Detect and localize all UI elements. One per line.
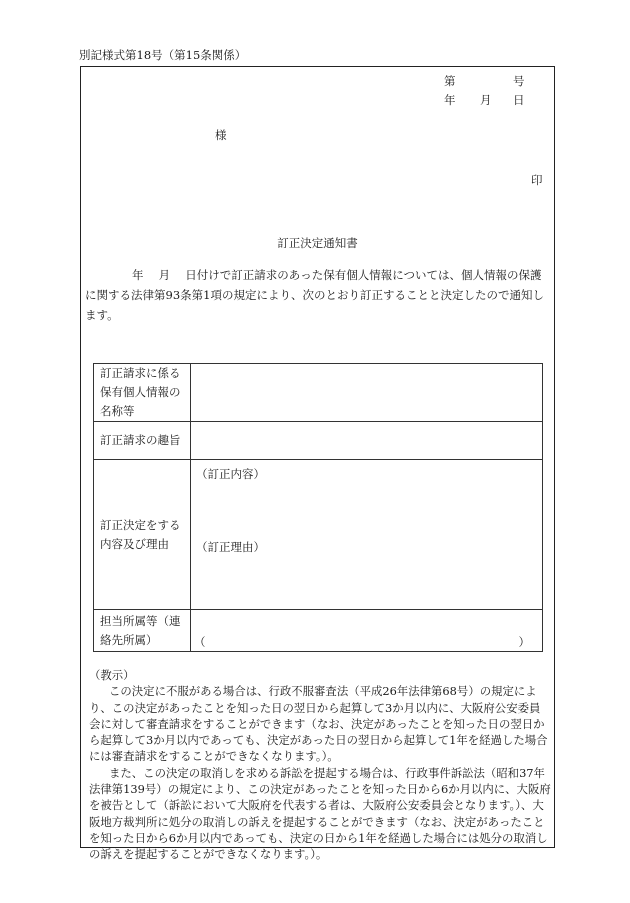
intro-paragraph: 年 月 日付けで訂正請求のあった保有個人情報については、個人情報の保護に関する法律第93条第1項の規定により、次のとおり訂正することと決定したので通知します。 <box>85 268 544 322</box>
form-caption: 別記様式第18号（第15条関係） <box>79 48 247 62</box>
decision-content-label: 訂正決定をする内容及び理由 <box>94 460 191 610</box>
notes-heading: （教示） <box>89 668 135 682</box>
instruction-notes <box>89 667 551 863</box>
decision-table <box>93 363 543 652</box>
decision-content-cell <box>191 460 543 610</box>
appeal-instruction: この決定に不服がある場合は、行政不服審査法（平成26年法律第68号）の規定により、この決定があったことを知った日の翌日から起算して3か月以内に、大阪府公安委員会に対して審査請求をすることができます（なお、決定があったことを知った日の翌日から起算して3か月以内であっても、決定があった日の翌日から起算して1年を経過した場合には審査請求をすることができなくなります。）。 <box>89 684 548 764</box>
date-month: 月 <box>480 93 492 107</box>
document-frame <box>80 66 555 862</box>
date-year: 年 <box>444 93 456 107</box>
date-day: 日 <box>513 93 525 107</box>
correction-content-label: （訂正内容） <box>196 467 265 481</box>
request-purpose-cell <box>191 422 543 460</box>
correction-reason-label: （訂正理由） <box>196 540 265 554</box>
seal-mark: 印 <box>531 173 543 187</box>
table-row <box>94 422 543 460</box>
request-purpose-label: 訂正請求の趣旨 <box>94 422 191 460</box>
contact-open-paren: （ <box>194 635 206 649</box>
table-row <box>94 610 543 652</box>
document-number-prefix: 第 <box>444 74 456 88</box>
table-row <box>94 364 543 422</box>
table-row <box>94 460 543 610</box>
contact-department-cell <box>191 610 543 652</box>
addressee-honorific: 様 <box>215 128 227 142</box>
document-title: 訂正決定通知書 <box>277 236 358 250</box>
target-info-label: 訂正請求に係る保有個人情報の名称等 <box>94 364 191 422</box>
contact-department-label: 担当所属等（連絡先所属） <box>94 610 191 652</box>
contact-close-paren: ） <box>518 635 530 649</box>
lawsuit-instruction: また、この決定の取消しを求める訴訟を提起する場合は、行政事件訴訟法（昭和37年法律第139号）の規定により、この決定があったことを知った日から6か月以内に、大阪府を被告として（訴訟において大阪府を代表する者は、大阪府公安委員会となります。）、大阪地方裁判所に処分の取消しの訴えを提起することができます（なお、決定があったことを知った日から6か月以内であっても、決定の日から1年を経過した場合には処分の取消しの訴えを提起することができなくなります。）。 <box>89 765 551 862</box>
document-number-suffix: 号 <box>513 74 525 88</box>
target-info-cell <box>191 364 543 422</box>
